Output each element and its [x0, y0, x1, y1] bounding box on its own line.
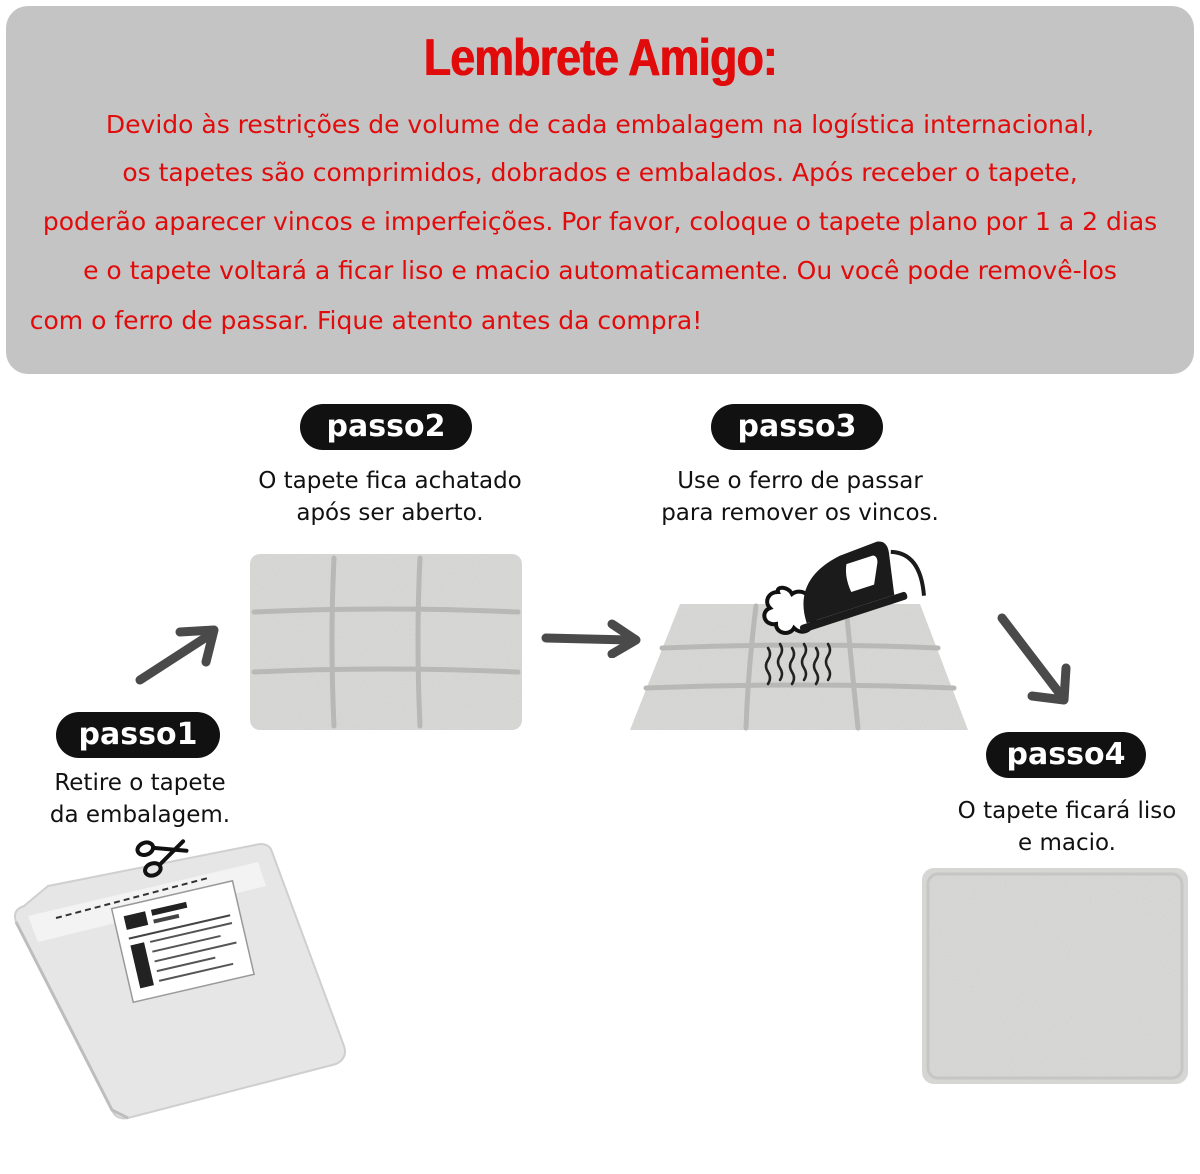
- arrow-up-right-icon: [132, 624, 224, 688]
- step4-caption-line-1: O tapete ficará liso: [957, 798, 1177, 824]
- arrow-down-right-icon: [992, 610, 1076, 706]
- step3-caption-line-1: Use o ferro de passar: [677, 468, 923, 494]
- folded-rug-icon: [244, 550, 528, 734]
- notice-title: Lembrete Amigo:: [423, 29, 777, 87]
- notice-line-2: os tapetes são comprimidos, dobrados e embalados. Após receber o tapete,: [122, 158, 1078, 187]
- notice-line-5: com o ferro de passar. Fique atento antes da compra!: [29, 306, 703, 335]
- step1-caption-line-1: Retire o tapete: [54, 770, 226, 796]
- step2-caption-line-2: após ser aberto.: [296, 500, 484, 526]
- package-with-scissors-icon: [8, 826, 352, 1126]
- step2-caption-line-1: O tapete fica achatado: [258, 468, 522, 494]
- arrow-right-icon: [540, 618, 644, 658]
- step1-badge: passo1: [56, 712, 220, 758]
- step4-caption-line-2: e macio.: [1018, 830, 1116, 856]
- smooth-rug-icon: [920, 866, 1190, 1086]
- step1-caption-line-2: da embalagem.: [49, 802, 231, 828]
- step2-badge: passo2: [300, 404, 472, 450]
- notice-banner: [6, 6, 1194, 374]
- step4-badge: passo4: [986, 732, 1146, 778]
- notice-line-1: Devido às restrições de volume de cada embalagem na logística internacional,: [105, 110, 1095, 139]
- notice-line-4: e o tapete voltará a ficar liso e macio automaticamente. Ou você pode removê-los: [83, 256, 1117, 285]
- notice-line-3: poderão aparecer vincos e imperfeições. Por favor, coloque o tapete plano por 1 a 2 dias: [42, 207, 1158, 236]
- iron-over-rug-icon: [628, 540, 972, 732]
- step3-badge: passo3: [711, 404, 883, 450]
- step3-caption-line-2: para remover os vincos.: [661, 500, 939, 526]
